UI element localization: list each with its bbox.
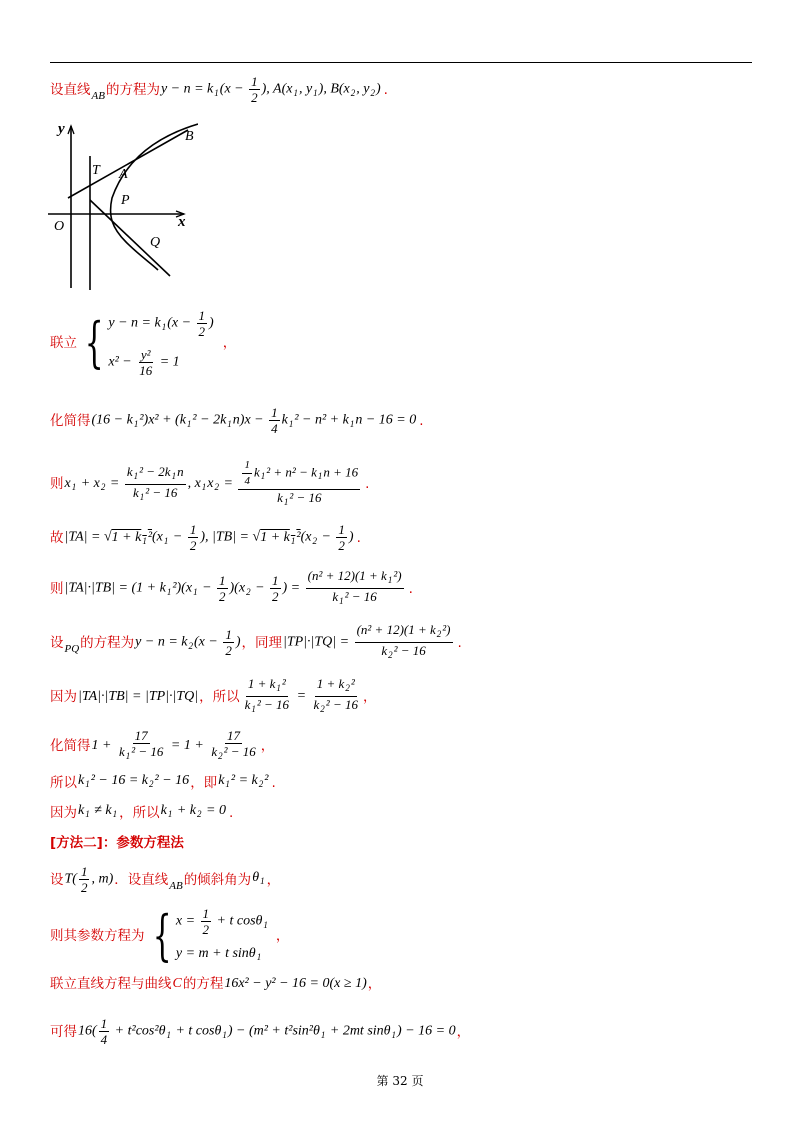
text: 设直线 xyxy=(50,81,91,98)
text: ，所以 xyxy=(119,804,160,821)
line-system: 联立 { $y - n = k_1(x$ − $\frac{1}{2}$ ) x² − $\frac{\text{y²}}{16}$ = 1 ， xyxy=(50,308,237,378)
label-b: B xyxy=(185,129,194,144)
text: 联立 xyxy=(50,335,77,351)
math-pq-line: $y - n = k_2(x$ − $\frac{1}{2}$ ) xyxy=(135,627,241,658)
math-k-neq: $k_1 \ne k_1$ xyxy=(78,803,118,819)
text: ．设直线 xyxy=(114,871,169,888)
line-ta-tb: 故 $|TA| = √1 + k_1^2(x_1$ − $\frac{1}{2}$ ), $|TB| = √1 + k_1^2(x_2$ − $\frac{1}{2}$ ) . xyxy=(50,522,361,553)
line-param: 则其参数方程为 { x = $\frac{1}{2}$ + t cosθ$_1$ y = m + t sinθ$_1$ ， xyxy=(50,904,290,967)
math-ta-tb: $|TA| = √1 + k_1^2(x_1$ − $\frac{1}{2}$ ), $|TB| = √1 + k_1^2(x_2$ − $\frac{1}{2}$ ) xyxy=(64,522,354,553)
label-ab: AB xyxy=(91,89,105,102)
math-equal-products: |TA|·|TB| = |TP|·|TQ| xyxy=(78,688,199,704)
label-y: y xyxy=(58,121,65,137)
line-because: 因为 |TA|·|TB| = |TP|·|TQ| ，所以 $\frac{1 + k_1^2}{k_1^2 - 16}$ = $\frac{1 + k_2^2}{k_2^2 - 16}$ ， xyxy=(50,676,376,717)
math-t-point: T( $\frac{1}{2}$ , m) xyxy=(64,864,114,895)
text: 则其参数方程为 xyxy=(50,928,145,944)
math-simplified: 1 + $\frac{17}{k_1^2 - 16}$ = 1 + $\frac{17}{k_2^2 - 16}$ xyxy=(91,728,256,761)
text: 可得 xyxy=(50,1023,77,1040)
math-k-sum: $k_1 + k_2 = 0$ xyxy=(160,803,226,819)
line-ab-equation: 设直线 AB 的方程为 $y - n = k_1(x$ − $\frac{1}{2}$ ), $A(x_1$, $y_1$), $B(x_2$, $y_2$) . xyxy=(50,74,388,105)
page-number: 第 32 页 xyxy=(376,1074,424,1088)
section-heading: [方法二]：参数方程法 xyxy=(50,835,184,851)
text: 设 xyxy=(50,871,64,888)
text: 的方程为 xyxy=(80,634,135,651)
math-ratio: $\frac{1 + k_1^2}{k_1^2 - 16}$ = $\frac{1 + k_2^2}{k_2^2 - 16}$ xyxy=(244,676,358,714)
label-t: T xyxy=(92,163,100,178)
math-k-sq: $k_1^2 = k_2^2$ xyxy=(218,773,269,789)
text: 故 xyxy=(50,529,64,546)
text: 联立直线方程与曲线 xyxy=(50,976,172,992)
text: 设 xyxy=(50,634,64,651)
text: 的方程为 xyxy=(105,81,160,98)
line-ab xyxy=(68,130,188,198)
curve-c: C xyxy=(172,976,182,991)
line-combine: 联立直线方程与曲线 C 的方程 16x² − y² − 16 = 0(x ≥ 1) ， xyxy=(50,976,382,992)
text: ，所以 xyxy=(199,688,240,705)
line-pq: 设 PQ 的方程为 $y - n = k_2(x$ − $\frac{1}{2}$ ) ，同理 |TP|·|TQ| = $\frac{(n^2 + 12)(1 + k_2^2)}{k_2^2 - 16}$ . xyxy=(50,622,462,663)
math-ab-line: $y - n = k_1(x$ − $\frac{1}{2}$ ), $A(x_1$, $y_1$), $B(x_2$, $y_2$) xyxy=(160,74,381,105)
text: 化简得 xyxy=(50,738,91,754)
text: 的倾斜角为 xyxy=(183,871,252,888)
param-system: { x = $\frac{1}{2}$ + t cosθ$_1$ y = m + t sinθ$_1$ xyxy=(152,904,268,967)
math-theta: $\theta_1$ xyxy=(252,870,265,886)
math-quadratic: $(16 - k_1^2)x^2 + (k_1^2 - 2k_1n)x$ − $\frac{1}{4}$ $k_1^2 - n^2 + k_1n - 16 = 0$ xyxy=(91,405,417,436)
text: 所以 xyxy=(50,774,77,791)
math-vieta: $x_1 + x_2$ = $\frac{k_1^2 - 2k_1n}{k_1^2 - 16}$ , $x_1x_2$ = $\frac{1}{4}$ $k_1^2 + n^2 - k_1n + 16$ $k_1^2 - 16$ xyxy=(64,459,359,507)
line-product: 则 $|TA|\cdot|TB| = (1 + k_1^2)(x_1$ − $\frac{1}{2}$ )($x_2$ − $\frac{1}{2}$ ) = $\frac{(n^2 + 12)(1 + k_1^2)}{k_1^2 - 16}$ . xyxy=(50,568,413,609)
line-result: 可得 16( $\frac{1}{4}$ + $t^2\cos^2\theta_1 + t$ $\cos\theta_1) - (m^2 + t^2\sin^2\theta_1 + 2mt$ sinθ$_1$) − 16 = 0 ， xyxy=(50,1016,471,1047)
hyperbola-figure xyxy=(48,118,198,293)
label-o: O xyxy=(54,219,65,234)
text: 化简得 xyxy=(50,412,91,429)
text: 则 xyxy=(50,476,64,492)
math-tp-tq: |TP|·|TQ| = $\frac{(n^2 + 12)(1 + k_2^2)}{k_2^2 - 16}$ xyxy=(283,622,451,660)
math-k-eq: $k_1^2 - 16 = k_2^2 - 16$ xyxy=(78,773,190,789)
text: 因为 xyxy=(50,804,77,821)
text: 因为 xyxy=(50,688,77,705)
label-x: x xyxy=(178,214,186,230)
line-vieta: 则 $x_1 + x_2$ = $\frac{k_1^2 - 2k_1n}{k_1^2 - 16}$ , $x_1x_2$ = $\frac{1}{4}$ $k_1^2 + n^2 - k_1n + 16$ $k_1^2 - 16$ . xyxy=(50,458,369,510)
line-set-t: 设 T( $\frac{1}{2}$ , m) ．设直线 AB 的倾斜角为 $\theta_1$ ， xyxy=(50,864,281,895)
math-product: $|TA|\cdot|TB| = (1 + k_1^2)(x_1$ − $\frac{1}{2}$ )($x_2$ − $\frac{1}{2}$ ) = $\frac{(n^2 + 12)(1 + k_1^2)}{k_1^2 - 16}$ xyxy=(64,568,402,606)
header-rule xyxy=(50,62,752,63)
line-conclusion: 因为 $k_1 \ne k_1$ ，所以 $k_1 + k_2 = 0$ . xyxy=(50,802,233,823)
math-result: 16( $\frac{1}{4}$ + $t^2\cos^2\theta_1 + t$ $\cos\theta_1) - (m^2 + t^2\sin^2\theta_1 + 2mt$ sinθ$_1$) − 16 = 0 xyxy=(78,1016,456,1047)
line-so: 所以 $k_1^2 - 16 = k_2^2 - 16$ ，即 $k_1^2 = k_2^2$ . xyxy=(50,772,276,793)
label-a: A xyxy=(119,167,128,182)
line-simplify: 化简得 $(16 - k_1^2)x^2 + (k_1^2 - 2k_1n)x$ − $\frac{1}{4}$ $k_1^2 - n^2 + k_1n - 16 = 0$ . xyxy=(50,405,424,436)
math-curve: 16x² − y² − 16 = 0(x ≥ 1) xyxy=(224,976,367,991)
label-p: P xyxy=(121,193,130,208)
label-ab: AB xyxy=(169,879,183,892)
line-method-two xyxy=(50,834,184,852)
text: 的方程 xyxy=(182,976,224,992)
equation-system: { $y - n = k_1(x$ − $\frac{1}{2}$ ) x² − $\frac{\text{y²}}{16}$ = 1 xyxy=(84,308,214,378)
label-q: Q xyxy=(150,235,161,250)
text: ，同理 xyxy=(241,634,282,651)
line-simplify2: 化简得 1 + $\frac{17}{k_1^2 - 16}$ = 1 + $\frac{17}{k_2^2 - 16}$ ， xyxy=(50,728,274,764)
text: 则 xyxy=(50,580,64,597)
text: ，即 xyxy=(190,774,218,791)
label-pq: PQ xyxy=(64,642,80,655)
